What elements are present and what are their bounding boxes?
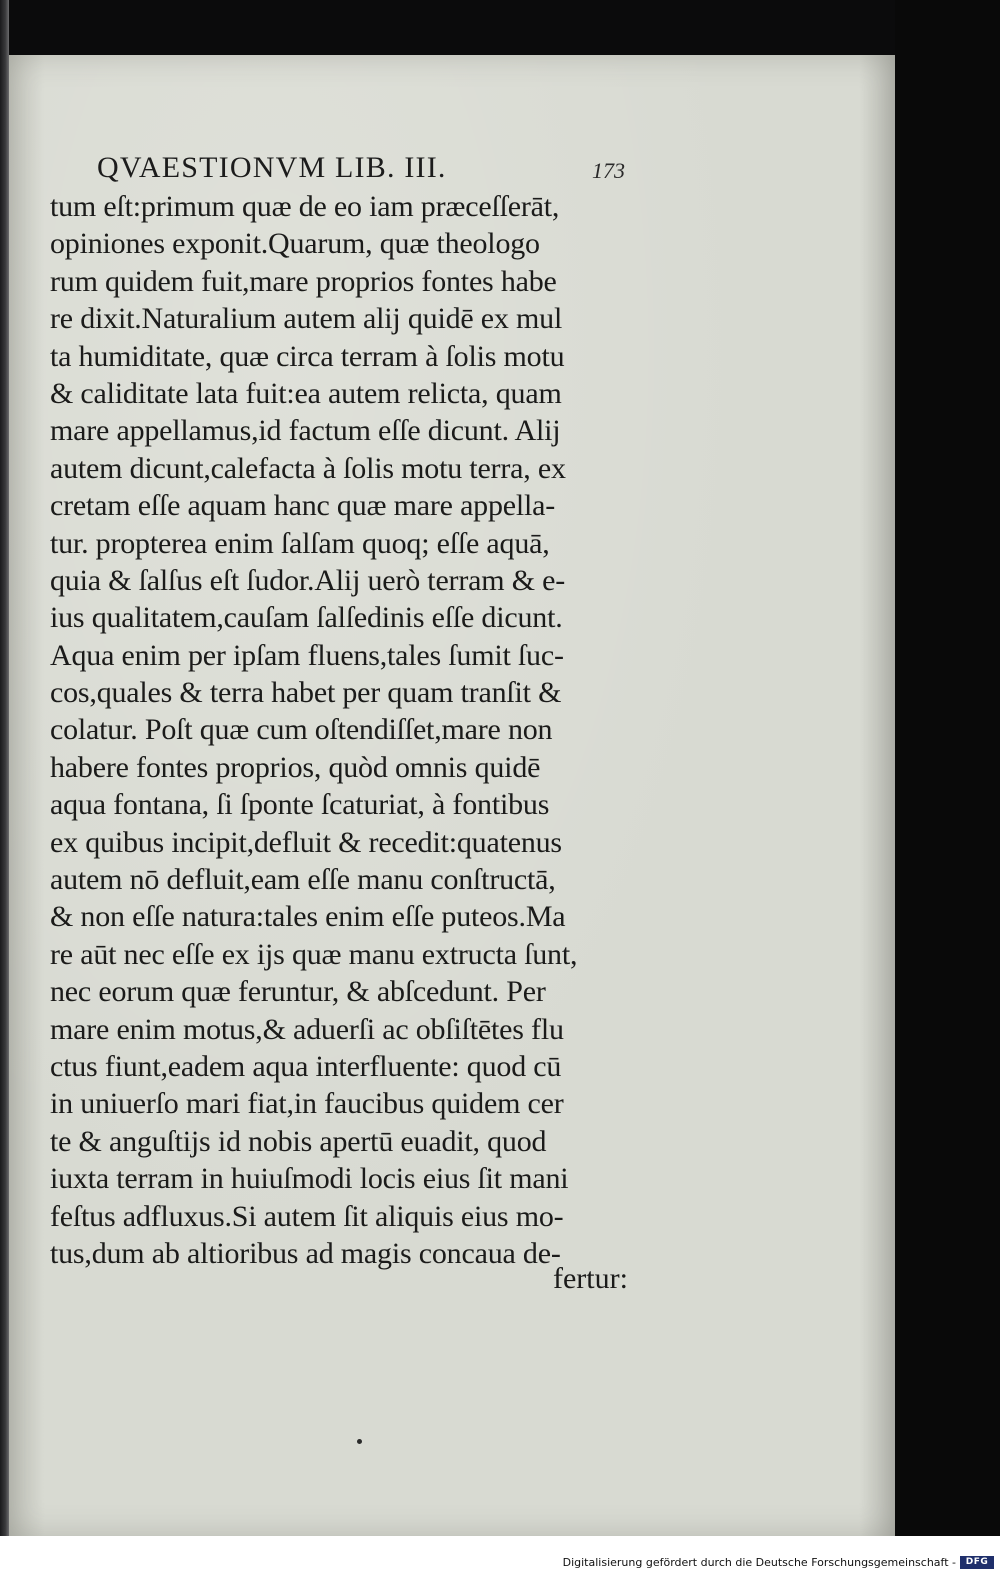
running-head: QVAESTIONVM LIB. III. xyxy=(97,151,447,184)
text-line: aqua fontana, ſi ſponte ſcaturiat, à fontibus xyxy=(50,788,550,822)
text-line: autem nō defluit,eam eſſe manu conſtructā, xyxy=(50,863,556,897)
text-line: autem dicunt,calefacta à ſolis motu terra, ex xyxy=(50,451,566,485)
funding-credit: Digitalisierung gefördert durch die Deutsche Forschungsgemeinschaft - xyxy=(562,1556,956,1569)
text-line: ius qualitatem,cauſam ſalſedinis eſſe dicunt. xyxy=(50,601,563,635)
text-line: cos,quales & terra habet per quam tranſit & xyxy=(50,676,562,710)
text-line: iuxta terram in huiuſmodi locis eius ſit mani xyxy=(50,1162,569,1196)
text-line: ctus fiunt,eadem aqua interfluente: quod cū xyxy=(50,1049,562,1083)
text-line: cretam eſſe aquam hanc quæ mare appella- xyxy=(50,489,556,523)
text-line: quia & ſalſus eſt ſudor.Alij uerò terram & e- xyxy=(50,563,566,597)
ink-speck xyxy=(357,1439,362,1444)
text-line: & caliditate lata fuit:ea autem relicta, quam xyxy=(50,376,562,410)
scan-background-right xyxy=(895,0,1000,1555)
text-line: tur. propterea enim ſalſam quoq; eſſe aquā, xyxy=(50,526,550,560)
text-line: ta humiditate, quæ circa terram à ſolis motu xyxy=(50,339,565,373)
text-line: & non eſſe natura:tales enim eſſe puteos.Ma xyxy=(50,900,566,934)
catchword: fertur: xyxy=(553,1262,628,1295)
text-block xyxy=(50,188,650,1272)
text-line: in uniuerſo mari fiat,in faucibus quidem cer xyxy=(50,1087,564,1121)
text-line: tum eſt:primum quæ de eo iam præceſſerāt, xyxy=(50,190,560,223)
dfg-logo: DFG xyxy=(960,1556,994,1569)
text-line: rum quidem fuit,mare proprios fontes habe xyxy=(50,264,557,298)
text-line: Aqua enim per ipſam fluens,tales ſumit ſuc- xyxy=(50,638,564,672)
text-line: nec eorum quæ feruntur, & abſcedunt. Per xyxy=(50,975,546,1009)
folio-number: 173 xyxy=(592,158,625,183)
scan-background-left xyxy=(0,0,9,1555)
text-line: re aūt nec eſſe ex ijs quæ manu extructa ſunt, xyxy=(50,937,578,971)
text-line: habere fontes proprios, quòd omnis quidē xyxy=(50,750,541,784)
text-line: feſtus adfluxus.Si autem ſit aliquis eius mo- xyxy=(50,1199,564,1233)
text-line: opiniones exponit.Quarum, quæ theologo xyxy=(50,227,540,261)
text-line: mare appellamus,id factum eſſe dicunt. Alij xyxy=(50,414,561,448)
text-line: colatur. Poſt quæ cum oſtendiſſet,mare non xyxy=(50,713,553,747)
text-line: te & anguſtijs id nobis apertū euadit, quod xyxy=(50,1124,547,1158)
scan-background-bottom xyxy=(0,1536,1000,1555)
text-line: tus,dum ab altioribus ad magis concaua de- xyxy=(50,1236,561,1270)
scan-background-top xyxy=(0,0,1000,55)
text-line: re dixit.Naturalium autem alij quidē ex mul xyxy=(50,302,563,336)
text-line: ex quibus incipit,defluit & recedit:quatenus xyxy=(50,825,562,859)
text-line: mare enim motus,& aduerſi ac obſiſtētes flu xyxy=(50,1012,564,1046)
